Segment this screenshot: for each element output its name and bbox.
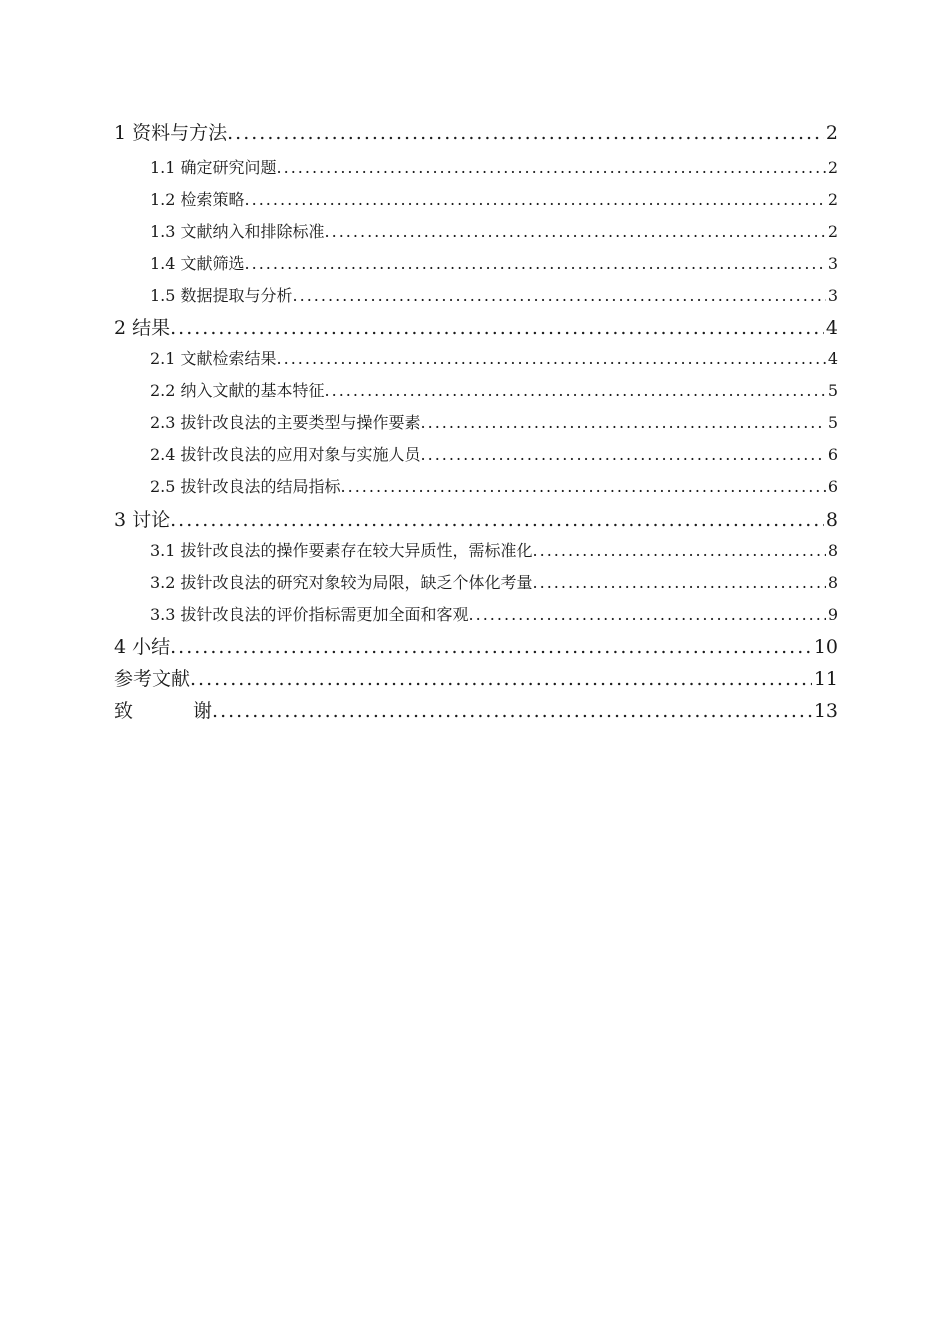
toc-entry-page: 9 <box>827 605 838 624</box>
toc-entry-4[interactable] <box>114 632 838 659</box>
toc-entry-label: 2.1 文献检索结果 <box>150 349 277 368</box>
dot-leader <box>227 122 824 144</box>
toc-entry-2-4[interactable] <box>150 442 838 465</box>
toc-entry-page: 2 <box>827 222 838 241</box>
toc-entry-2-5[interactable] <box>150 474 838 497</box>
dot-leader <box>533 541 826 560</box>
dot-leader <box>170 509 824 531</box>
toc-entry-2-1[interactable] <box>150 346 838 369</box>
toc-entry-1-5[interactable] <box>150 283 838 306</box>
dot-leader <box>212 700 812 722</box>
toc-entry-label: 参考文献 <box>114 668 191 690</box>
dot-leader <box>170 636 812 658</box>
toc-entry-label <box>114 696 212 723</box>
toc-entry-label: 1.2 检索策略 <box>150 190 245 209</box>
toc-entry-acknowledgements[interactable] <box>114 696 838 723</box>
toc-entry-page: 3 <box>827 254 838 273</box>
dot-leader <box>277 158 826 177</box>
toc-entry-page: 2 <box>825 122 838 144</box>
dot-leader <box>421 413 826 432</box>
dot-leader <box>533 573 826 592</box>
toc-entry-label: 1.1 确定研究问题 <box>150 158 277 177</box>
toc-entry-page: 6 <box>827 477 838 496</box>
toc-entry-2-3[interactable] <box>150 410 838 433</box>
toc-entry-label: 4 小结 <box>114 636 171 658</box>
toc-entry-label: 3.3 拔针改良法的评价指标需更加全面和客观 <box>150 605 469 624</box>
toc-entry-page: 11 <box>813 668 838 690</box>
dot-leader <box>469 605 826 624</box>
dot-leader <box>170 317 824 339</box>
dot-leader <box>325 222 826 241</box>
toc-entry-page: 4 <box>827 349 838 368</box>
toc-entry-page: 2 <box>827 190 838 209</box>
toc-entry-page: 13 <box>813 700 838 722</box>
toc-entry-page: 10 <box>813 636 838 658</box>
dot-leader <box>421 445 826 464</box>
toc-entry-1-4[interactable] <box>150 251 838 274</box>
toc-entry-label: 3 讨论 <box>114 509 171 531</box>
toc-entry-label: 1.5 数据提取与分析 <box>150 286 293 305</box>
toc-entry-label: 1.4 文献筛选 <box>150 254 245 273</box>
dot-leader <box>190 668 812 690</box>
toc-entry-label: 2.4 拔针改良法的应用对象与实施人员 <box>150 445 421 464</box>
toc-entry-page: 3 <box>827 286 838 305</box>
toc-entry-3-1[interactable] <box>150 538 838 561</box>
toc-entry-page: 8 <box>827 541 838 560</box>
toc-entry-page: 4 <box>825 317 838 339</box>
toc-entry-1-1[interactable] <box>150 155 838 178</box>
toc-entry-3-3[interactable] <box>150 602 838 625</box>
toc-entry-1-3[interactable] <box>150 219 838 242</box>
toc-entry-page: 6 <box>827 445 838 464</box>
toc-entry-1-2[interactable] <box>150 187 838 210</box>
dot-leader <box>293 286 826 305</box>
toc-entry-page: 2 <box>827 158 838 177</box>
toc-entry-1[interactable] <box>114 118 838 145</box>
toc-entry-label: 2.5 拔针改良法的结局指标 <box>150 477 341 496</box>
toc-entry-label: 1 资料与方法 <box>114 122 228 144</box>
toc-entry-3[interactable] <box>114 505 838 532</box>
toc-entry-page: 8 <box>825 509 838 531</box>
toc-entry-2[interactable] <box>114 313 838 340</box>
toc-entry-label: 3.1 拔针改良法的操作要素存在较大异质性，需标准化 <box>150 541 533 560</box>
toc-entry-references[interactable] <box>114 664 838 691</box>
toc-entry-label: 2 结果 <box>114 317 171 339</box>
toc-entry-2-2[interactable] <box>150 378 838 401</box>
toc-entry-label: 2.2 纳入文献的基本特征 <box>150 381 325 400</box>
toc-entry-label: 2.3 拔针改良法的主要类型与操作要素 <box>150 413 421 432</box>
dot-leader <box>277 349 826 368</box>
toc-entry-label-part-a: 致 <box>114 700 134 722</box>
dot-leader <box>341 477 826 496</box>
toc-entry-label-part-b: 谢 <box>193 700 213 722</box>
toc-entry-page: 8 <box>827 573 838 592</box>
dot-leader <box>245 190 826 209</box>
toc-entry-page: 5 <box>827 413 838 432</box>
toc-entry-3-2[interactable] <box>150 570 838 593</box>
toc-entry-page: 5 <box>827 381 838 400</box>
toc-entry-label: 1.3 文献纳入和排除标准 <box>150 222 325 241</box>
dot-leader <box>325 381 826 400</box>
dot-leader <box>245 254 826 273</box>
toc-entry-label: 3.2 拔针改良法的研究对象较为局限，缺乏个体化考量 <box>150 573 533 592</box>
